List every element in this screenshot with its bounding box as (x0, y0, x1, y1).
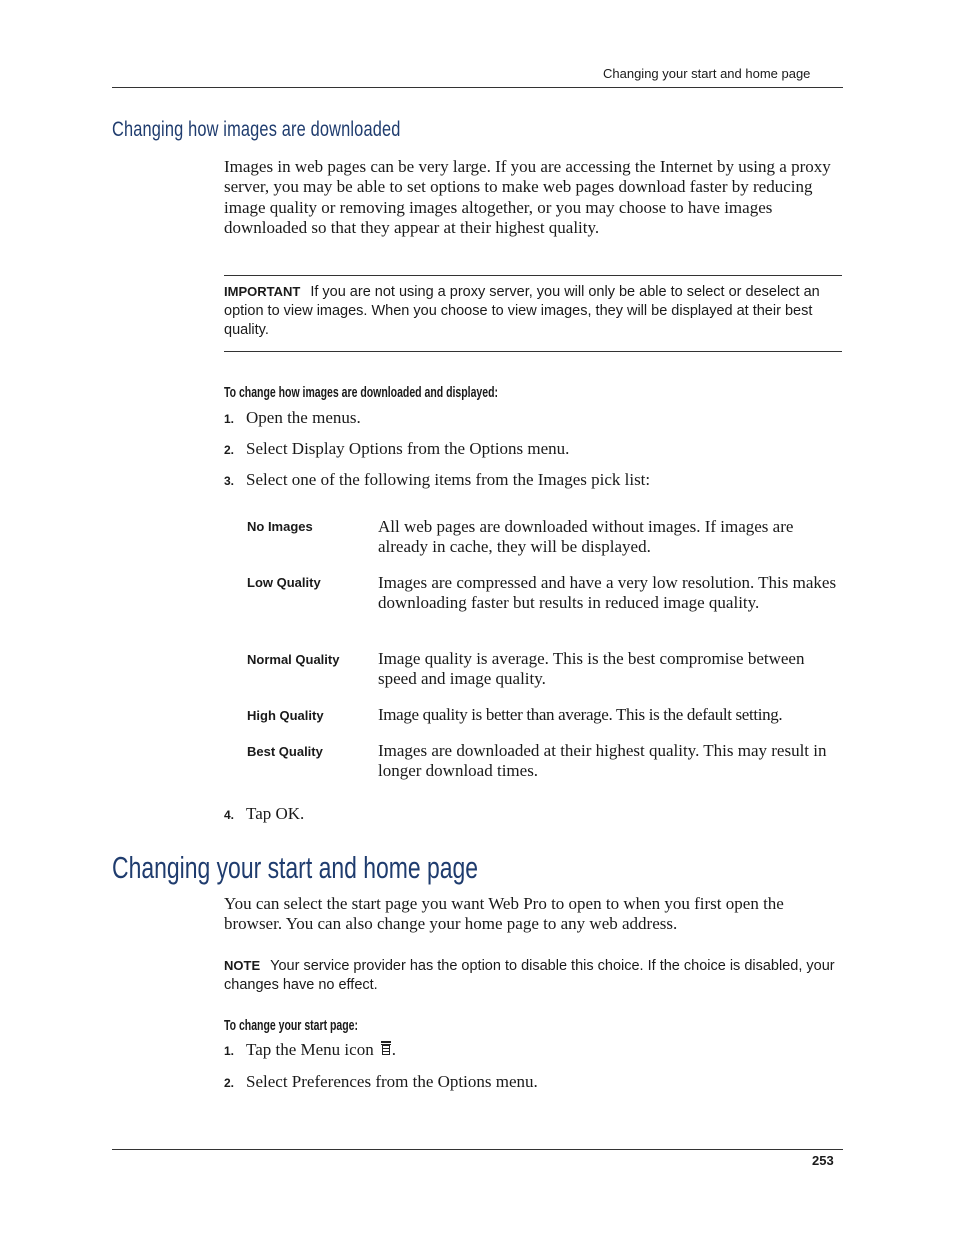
important-note (224, 282, 836, 340)
option-desc-low-quality: Images are compressed and have a very low resolution. This makes downloading faster but results in reduced image quality. (378, 573, 837, 613)
important-bottom-rule (224, 351, 842, 352)
section-heading-images: Changing how images are downloaded (112, 118, 401, 141)
step-text-suffix: . (391, 1040, 396, 1059)
page-number: 253 (812, 1153, 834, 1168)
option-term-high-quality: High Quality (247, 708, 324, 723)
step-text: Select Display Options from the Options menu. (246, 439, 570, 458)
step-text: Select Preferences from the Options menu. (246, 1072, 538, 1091)
step-text: Open the menus. (246, 408, 361, 427)
step-text (246, 1040, 396, 1060)
intro-paragraph-start-page: You can select the start page you want Web Pro to open to when you first open the browser. You can also change your home page to any web address. (224, 894, 784, 934)
important-top-rule (224, 275, 842, 276)
procedure-title-start-page: To change your start page: (224, 1017, 358, 1034)
step-number: 2. (224, 443, 235, 457)
option-term-best-quality: Best Quality (247, 744, 323, 759)
step-text: Tap OK. (246, 804, 305, 823)
menu-icon (380, 1040, 392, 1057)
step-number: 4. (224, 808, 235, 822)
option-desc-normal-quality: Image quality is average. This is the best compromise between speed and image quality. (378, 649, 805, 689)
step-number: 2. (224, 1076, 235, 1090)
option-term-low-quality: Low Quality (247, 575, 321, 590)
option-term-no-images: No Images (247, 519, 313, 534)
step-number: 1. (224, 1044, 235, 1058)
intro-paragraph-images: Images in web pages can be very large. If you are accessing the Internet by using a proxy server, you may be able to set options to make web pages download faster by reducing image quality or removing images altogether, or you may choose to have images downloaded so that they appear at their highest quality. (224, 157, 831, 237)
note-block (224, 956, 836, 995)
option-desc-best-quality: Images are downloaded at their highest quality. This may result in longer download times. (378, 741, 827, 781)
important-label: IMPORTANT (224, 284, 301, 299)
note-text: Your service provider has the option to disable this choice. If the choice is disabled, your changes have no effect. (224, 958, 835, 993)
step-text-label: Tap the Menu icon (246, 1040, 374, 1059)
section-heading-start-page: Changing your start and home page (112, 850, 479, 885)
option-desc-high-quality: Image quality is better than average. This is the default setting. (378, 705, 783, 724)
running-header: Changing your start and home page (603, 66, 811, 81)
procedure-title-images: To change how images are downloaded and displayed: (224, 384, 499, 401)
step-number: 1. (224, 412, 235, 426)
step-number: 3. (224, 474, 235, 488)
note-label: NOTE (224, 958, 261, 973)
header-rule (112, 87, 843, 88)
step-text: Select one of the following items from the Images pick list: (246, 470, 651, 489)
important-text: If you are not using a proxy server, you will only be able to select or deselect an option to view images. When you choose to view images, they will be displayed at their best quality. (224, 284, 820, 338)
option-desc-no-images: All web pages are downloaded without images. If images are already in cache, they will be displayed. (378, 517, 794, 557)
footer-rule (112, 1149, 843, 1150)
option-term-normal-quality: Normal Quality (247, 652, 340, 667)
